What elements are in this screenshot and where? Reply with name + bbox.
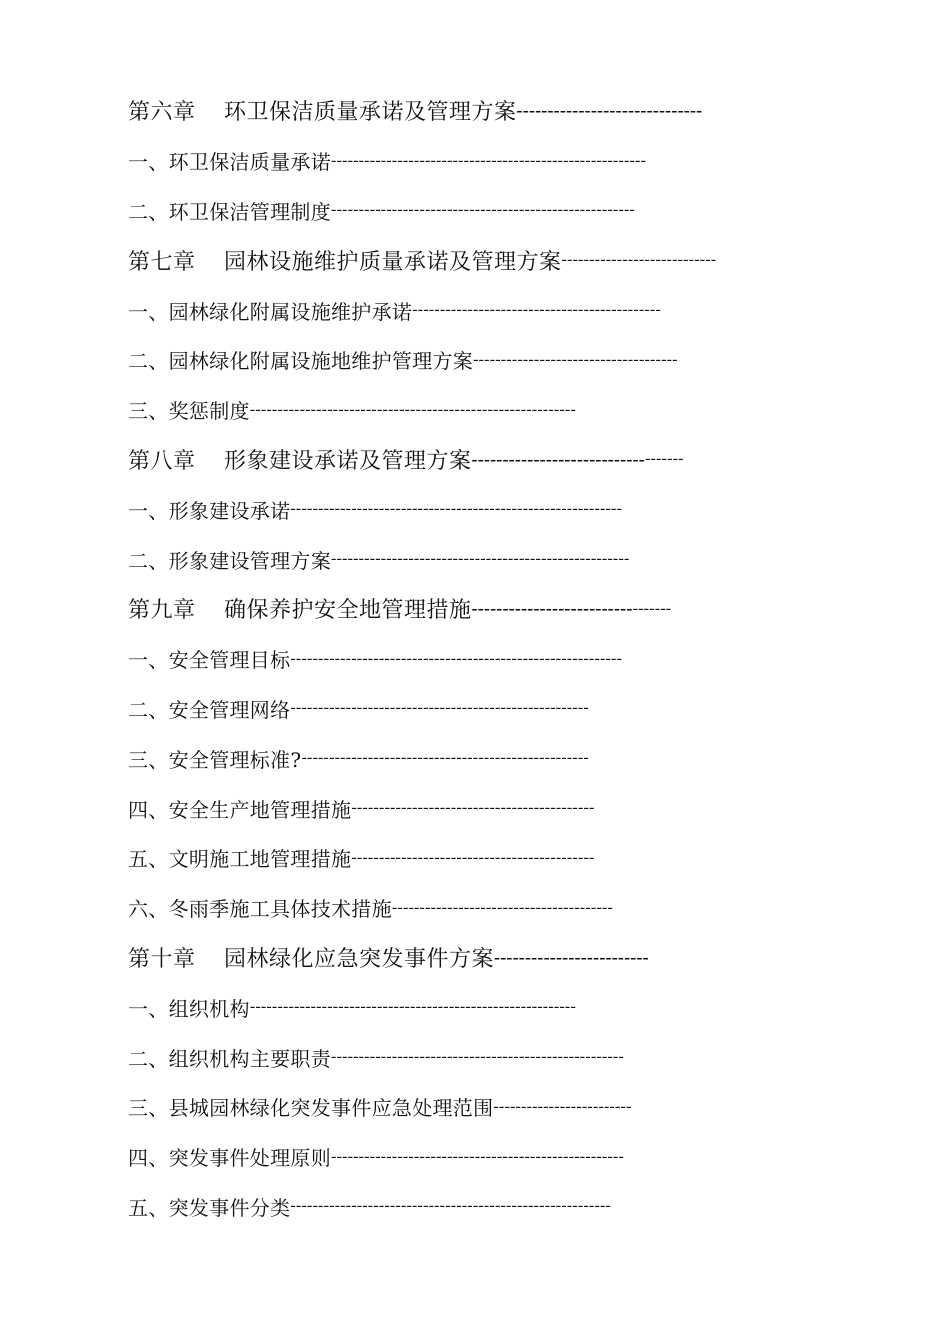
section-title: 一、形象建设承诺	[128, 498, 291, 523]
toc-leader-dashes: -------------------------------------	[473, 350, 678, 368]
toc-section-entry	[128, 634, 808, 684]
toc-leader-dashes: --------------------------------------------	[351, 848, 595, 866]
toc-section-entry	[128, 534, 808, 584]
table-of-contents	[128, 86, 808, 1231]
section-title: 六、冬雨季施工具体技术措施	[128, 897, 392, 922]
toc-section-entry	[128, 1032, 808, 1082]
toc-leader-dashes: ------------------------------------------------------	[331, 550, 630, 568]
toc-leader-dashes: -----------------------------------------------------	[331, 1147, 624, 1165]
toc-leader-dashes: --------------------------	[471, 598, 633, 619]
toc-leader-dashes: ------------------------------------------------------	[290, 699, 589, 717]
section-title: 一、环卫保洁质量承诺	[128, 150, 331, 175]
toc-section-entry	[128, 335, 808, 385]
toc-leader-dashes-tail: -------	[632, 599, 672, 617]
toc-chapter-entry	[128, 584, 808, 634]
chapter-number: 第八章	[128, 448, 196, 474]
section-title: 三、县城园林绿化突发事件应急处理范围	[128, 1096, 494, 1121]
toc-section-entry	[128, 684, 808, 734]
chapter-number: 第十章	[128, 946, 196, 972]
toc-leader-dashes: ------------------------------------------------------------	[290, 500, 623, 518]
toc-chapter-entry	[128, 933, 808, 983]
toc-section-entry	[128, 833, 808, 883]
section-title: 五、突发事件分类	[128, 1195, 291, 1220]
toc-leader-dashes: ----------------------------------------------------	[301, 749, 589, 767]
toc-section-entry	[128, 733, 808, 783]
toc-leader-dashes: -------------------------------------------------------	[331, 201, 636, 219]
chapter-title-text: 园林设施维护质量承诺及管理方案	[224, 249, 562, 275]
toc-section-entry	[128, 883, 808, 933]
toc-leader-dashes: -----------------------------------------------------------	[249, 400, 576, 418]
toc-chapter-entry	[128, 435, 808, 485]
section-title: 二、安全管理网络	[128, 697, 291, 722]
section-title: 五、文明施工地管理措施	[128, 847, 352, 872]
toc-leader-dashes: ------------------------------	[516, 100, 703, 121]
toc-leader-dashes: -----------------------------------------------------------	[249, 998, 576, 1016]
chapter-title	[128, 444, 472, 475]
chapter-number: 第九章	[128, 598, 196, 624]
chapter-title-text: 环卫保洁质量承诺及管理方案	[224, 100, 517, 126]
toc-leader-dashes: --------------------------------------------	[351, 799, 595, 817]
toc-chapter-entry	[128, 235, 808, 285]
section-title: 三、奖惩制度	[128, 399, 250, 424]
section-title: 一、园林绿化附属设施维护承诺	[128, 299, 413, 324]
section-title: 三、安全管理标准?	[128, 747, 302, 772]
section-title: 二、园林绿化附属设施地维护管理方案	[128, 349, 474, 374]
toc-leader-dashes: ----------------------------	[561, 251, 717, 269]
section-title: 二、形象建设管理方案	[128, 548, 331, 573]
chapter-title	[128, 942, 494, 973]
toc-section-entry	[128, 1182, 808, 1232]
toc-section-entry	[128, 982, 808, 1032]
section-title: 一、组织机构	[128, 996, 250, 1021]
chapter-title	[128, 245, 562, 276]
toc-section-entry	[128, 1082, 808, 1132]
toc-chapter-entry	[128, 86, 808, 136]
section-title: 四、突发事件处理原则	[128, 1146, 331, 1171]
section-title: 二、环卫保洁管理制度	[128, 199, 331, 224]
toc-section-entry	[128, 285, 808, 335]
toc-section-entry	[128, 783, 808, 833]
section-title: 一、安全管理目标	[128, 648, 291, 673]
chapter-number: 第六章	[128, 100, 196, 126]
toc-section-entry	[128, 186, 808, 236]
section-title: 四、安全生产地管理措施	[128, 797, 352, 822]
toc-leader-dashes-tail: -------	[644, 450, 684, 468]
chapter-title-text: 形象建设承诺及管理方案	[224, 448, 472, 474]
toc-leader-dashes: ----------------------------------------	[391, 898, 614, 916]
chapter-title-text: 确保养护安全地管理措施	[224, 598, 472, 624]
toc-leader-dashes: ---------------------------------------------	[412, 301, 661, 319]
toc-section-entry	[128, 385, 808, 435]
toc-section-entry	[128, 136, 808, 186]
toc-leader-dashes: -------------------------	[493, 1097, 632, 1115]
toc-leader-dashes: -------------------------	[494, 946, 649, 967]
toc-section-entry	[128, 484, 808, 534]
toc-leader-dashes: ----------------------------------------------------------	[290, 1197, 612, 1215]
chapter-number: 第七章	[128, 249, 196, 275]
toc-leader-dashes: -----------------------------------------------------	[331, 1048, 624, 1066]
chapter-title	[128, 95, 517, 126]
toc-section-entry	[128, 1132, 808, 1182]
chapter-title	[128, 593, 472, 624]
section-title: 二、组织机构主要职责	[128, 1046, 331, 1071]
toc-leader-dashes: ------------------------------------------------------------	[290, 649, 623, 667]
chapter-title-text: 园林绿化应急突发事件方案	[224, 946, 495, 972]
toc-leader-dashes: ---------------------------------------------------------	[331, 151, 647, 169]
toc-leader-dashes: ----------------------------	[471, 448, 645, 469]
